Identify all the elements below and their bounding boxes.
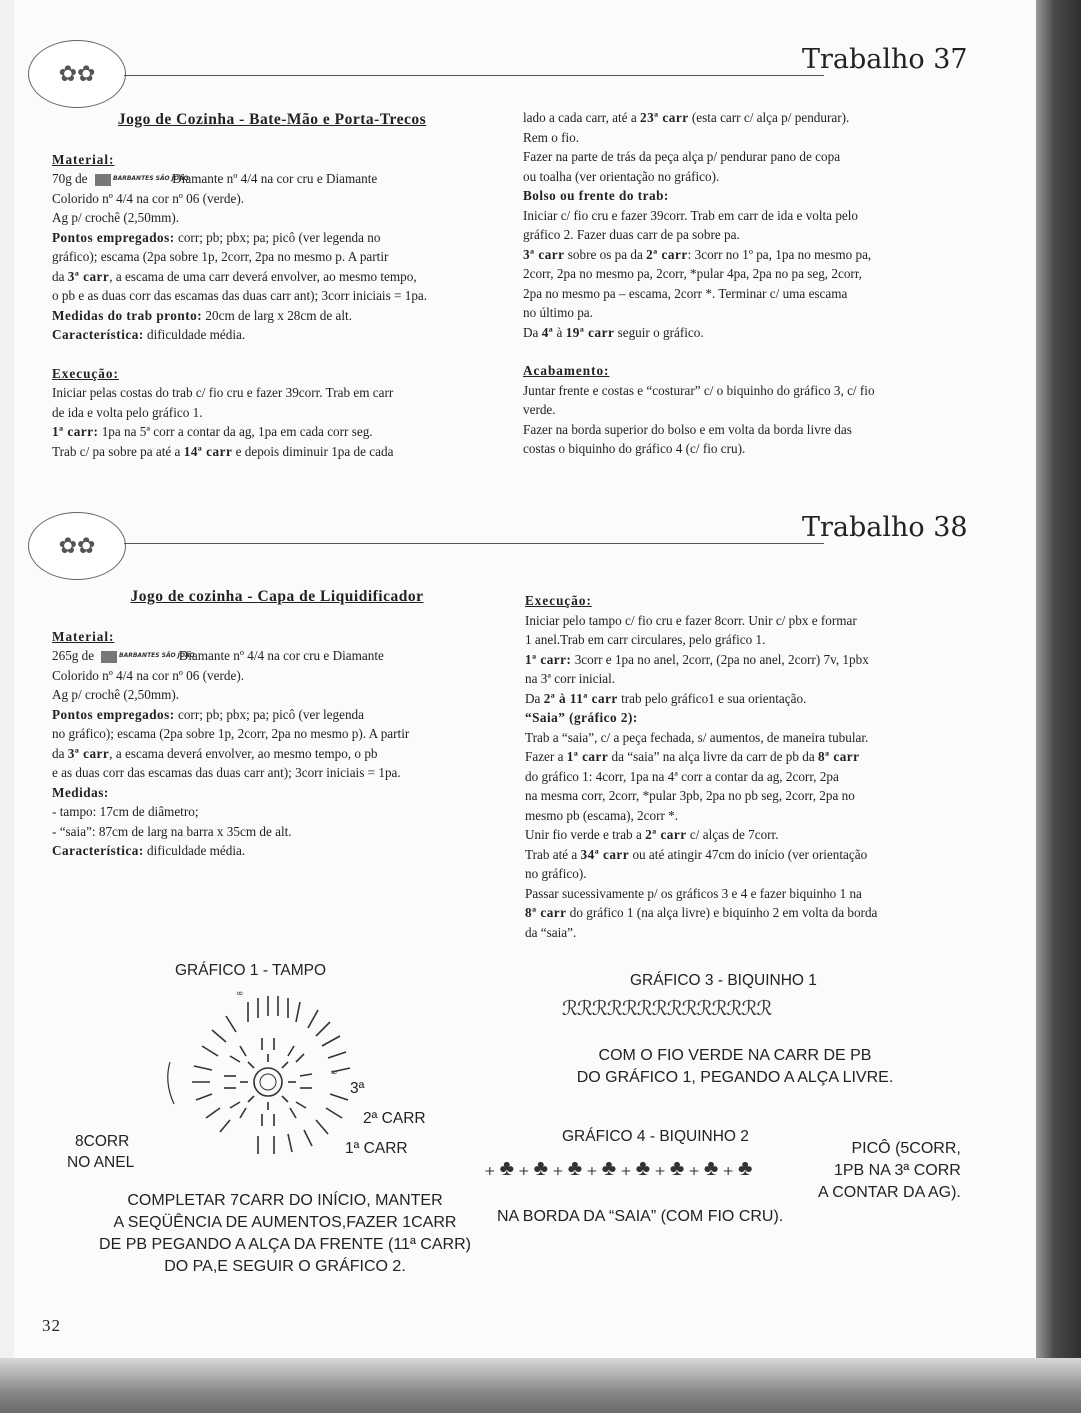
text: 1PB NA 3ª CORR (833, 1162, 961, 1179)
work38-e-line4: na 3ª corr inicial. (525, 671, 616, 686)
work38-material-line1 (52, 646, 502, 666)
work38-material-line2: Colorido nº 4/4 na cor nº 06 (verde). (52, 667, 245, 683)
work37-bolso-label: Bolso ou frente do trab: (523, 188, 669, 203)
text: 8ª carr (525, 905, 567, 920)
text: Diamante nº 4/4 na cor cru e Diamante (172, 171, 378, 186)
picot-icon: ₊♣₊♣₊♣₊♣₊♣₊♣₊♣₊♣ (484, 1155, 757, 1180)
work38-e-line15: Passar sucessivamente p/ os gráficos 3 e 4 e fazer biquinho 1 na (525, 885, 862, 901)
text: à (553, 324, 566, 340)
graph1-label-3a: 3ª (350, 1080, 365, 1097)
graph3-title: GRÁFICO 3 - BIQUINHO 1 (630, 972, 817, 989)
page-number: 32 (42, 1316, 61, 1335)
work38-e-line12 (525, 825, 985, 845)
picot-icon: ℛℛℛℛℛℛℛℛℛℛℛℛℛℛ (562, 998, 772, 1020)
work38-pontos-line3 (52, 744, 502, 764)
text: Diamante nº 4/4 na cor cru e Diamante (178, 648, 384, 663)
text: 70g de (52, 171, 88, 186)
svg-text:BARBANTES SÃO JOÃO: BARBANTES SÃO JOÃO (119, 651, 195, 659)
work38-pontos-line2: no gráfico); escama (2pa sobre 1p, 2corr, 2pa no mesmo p). A partir (52, 726, 410, 741)
work38-medidas-line2: - “saia”: 87cm de larg na barra x 35cm de alt. (52, 823, 292, 839)
work37-exec-line4 (52, 442, 492, 462)
svg-text:BARBANTES SÃO JOÃO: BARBANTES SÃO JOÃO (112, 174, 189, 182)
text: lado a cada carr, até a (523, 110, 640, 125)
graph1-title: GRÁFICO 1 - TAMPO (175, 962, 326, 979)
text: corr; pb; pbx; pa; picô (ver legenda (174, 706, 365, 722)
work37-r-line2: Rem o fio. (523, 129, 580, 145)
header-rule-37 (124, 75, 824, 76)
work37-exec-line2: de ida e volta pelo gráfico 1. (52, 404, 203, 420)
text: Trab c/ pa sobre pa até a (52, 443, 184, 459)
text: 1ª carr: (525, 651, 572, 667)
text: NO ANEL (67, 1154, 135, 1171)
work37-r-line10: 2pa no mesmo pa – escama, 2corr *. Terminar c/ uma escama (523, 285, 848, 301)
scan-right-edge (1036, 0, 1081, 1413)
work37-r-line11: no último pa. (523, 305, 593, 320)
text: 1ª carr: (52, 424, 99, 439)
work38-pontos-line4: e as duas corr das escamas das duas carr ant); 3corr iniciais = 1pa. (52, 765, 401, 780)
text: da “saia” na alça livre da carr de pb da (608, 749, 819, 764)
work38-material-head: Material: (52, 628, 115, 644)
text: , a escama de uma carr deverá envolver, ao mesmo tempo, (109, 268, 417, 284)
label: Pontos empregados: (52, 229, 175, 245)
graph4-title: GRÁFICO 4 - BIQUINHO 2 (562, 1128, 749, 1145)
work37-exec-line3 (52, 422, 492, 442)
page-left-margin (0, 0, 14, 1360)
text: corr; pb; pbx; pa; picô (ver legenda no (174, 229, 381, 245)
barbantes-logo-icon (95, 173, 189, 187)
chain-mark: ∞ (236, 989, 244, 999)
work37-material-line2: Colorido nº 4/4 na cor nº 06 (verde). (52, 190, 245, 206)
text: c/ alças de 7corr. (686, 827, 779, 842)
work38-caracteristica (52, 841, 502, 861)
chain-mark: ∞ (330, 1068, 338, 1078)
work37-pontos-line2: gráfico); escama (2pa sobre 1p, 2corr, 2pa no mesmo p. A partir (52, 249, 389, 264)
text: 4ª (541, 324, 554, 340)
text: 2ª carr (646, 246, 688, 262)
work38-e-line5 (525, 689, 985, 709)
work37-r-line12 (523, 323, 983, 343)
text: 3ª carr (523, 246, 565, 262)
work37-acab-line1: Juntar frente e costas e “costurar” c/ o biquinho do gráfico 3, c/ fio (523, 382, 875, 398)
work38-e-line8 (525, 747, 985, 767)
text: 23ª carr (639, 110, 689, 125)
work37-material-line3: Ag p/ crochê (2,50mm). (52, 210, 180, 225)
text: da (52, 268, 68, 284)
work-title-37: Trabalho 37 (802, 44, 968, 75)
text: COM O FIO VERDE NA CARR DE PB (598, 1047, 872, 1064)
work37-acab-line3: Fazer na borda superior do bolso e em volta da borda livre das (523, 421, 852, 437)
label: Medidas do trab pronto: (52, 307, 203, 323)
work37-left-column (52, 110, 492, 461)
work37-caracteristica (52, 325, 492, 345)
graph4-note: NA BORDA DA “SAIA” (COM FIO CRU). (497, 1208, 784, 1225)
text: ou até atingir 47cm do início (ver orientação (629, 846, 868, 862)
work38-left-column (52, 587, 502, 861)
work38-e-line14: no gráfico). (525, 866, 587, 881)
work37-r-line3: Fazer na parte de trás da peça alça p/ pendurar pano de copa (523, 149, 841, 164)
work37-pontos-line1 (52, 228, 492, 248)
work38-e-line2: 1 anel.Trab em carr circulares, pelo gráfico 1. (525, 632, 766, 647)
text: 14ª carr (183, 443, 233, 459)
text: COMPLETAR 7CARR DO INÍCIO, MANTER (127, 1192, 443, 1209)
work37-material-line1 (52, 169, 492, 189)
work37-right-column (523, 108, 983, 459)
text: DE PB PEGANDO A ALÇA DA FRENTE (11ª CARR) (99, 1236, 471, 1253)
text: 8ª carr (818, 749, 860, 764)
text: da (52, 745, 68, 761)
work38-pontos-line1 (52, 705, 502, 725)
work37-r-line1 (523, 108, 983, 128)
text: Unir fio verde e trab a (525, 827, 646, 842)
label: Pontos empregados: (52, 706, 175, 722)
text: PICÔ (5CORR, (851, 1140, 961, 1157)
work37-r-line8 (523, 245, 983, 265)
graph1-note (50, 1190, 520, 1278)
text: (esta carr c/ alça p/ pendurar). (688, 110, 850, 125)
text: 20cm de larg x 28cm de alt. (202, 307, 353, 323)
graph3-biquinho-row (562, 996, 771, 1021)
graph4-biquinho-row (484, 1155, 756, 1181)
work38-heading: Jogo de cozinha - Capa de Liquidificador (130, 588, 424, 605)
work37-heading: Jogo de Cozinha - Bate-Mão e Porta-Trecos (117, 111, 427, 128)
scan-bottom-edge (0, 1358, 1081, 1413)
graph4-pico-note (818, 1138, 961, 1204)
text: dificuldade média. (143, 843, 246, 858)
work38-material-line3: Ag p/ crochê (2,50mm). (52, 687, 180, 702)
text: 2ª à 11ª carr (543, 690, 618, 706)
flower-badge-37 (28, 40, 126, 108)
text: trab pelo gráfico1 e sua orientação. (617, 690, 807, 706)
work37-pontos-line3 (52, 267, 492, 287)
text: 3corr e 1pa no anel, 2corr, (2pa no anel, 2corr) 7v, 1pbx (571, 651, 869, 667)
work37-r-line9: 2corr, 2pa no mesmo pa, 2corr, *pular 4pa, 2pa no pa seg, 2corr, (523, 266, 862, 281)
text: A CONTAR DA AG). (818, 1184, 961, 1201)
work37-acabamento-head: Acabamento: (523, 363, 610, 378)
work38-e-line11: mesmo pb (escama), 2corr *. (525, 807, 679, 823)
work37-acab-line4: costas o biquinho do gráfico 4 (c/ fio cru). (523, 441, 746, 456)
text: 3ª carr (67, 745, 110, 761)
work37-r-line7: gráfico 2. Fazer duas carr de pa sobre pa. (523, 227, 740, 242)
text: do gráfico 1 (na alça livre) e biquinho 2 em volta da borda (566, 905, 878, 920)
label: Característica: (52, 327, 144, 342)
text: sobre os pa da (564, 246, 647, 262)
graph1-label-1a: 1ª CARR (345, 1140, 408, 1157)
work38-e-line13 (525, 845, 985, 865)
work38-e-line17: da “saia”. (525, 924, 577, 940)
work38-e-line16 (525, 903, 985, 923)
text: dificuldade média. (143, 327, 246, 342)
text: 3ª carr (67, 268, 110, 284)
work37-execucao-head: Execução: (52, 365, 119, 381)
work-title-38: Trabalho 38 (802, 512, 968, 543)
text: DO PA,E SEGUIR O GRÁFICO 2. (164, 1258, 406, 1275)
work37-material-head: Material: (52, 151, 115, 167)
work38-e-line1: Iniciar pelo tampo c/ fio cru e fazer 8corr. Unir c/ pbx e formar (525, 612, 857, 628)
work37-r-line4: ou toalha (ver orientação no gráfico). (523, 168, 720, 184)
work38-right-column (525, 591, 985, 942)
text: 34ª carr (580, 846, 630, 862)
text: e depois diminuir 1pa de cada (232, 443, 394, 459)
work37-exec-line1: Iniciar pelas costas do trab c/ fio cru e fazer 39corr. Trab em carr (52, 385, 394, 400)
work38-e-line9: do gráfico 1: 4corr, 1pa na 4ª corr a contar da ag, 2corr, 2pa (525, 768, 839, 784)
work38-medidas-label: Medidas: (52, 784, 109, 800)
header-rule-38 (124, 543, 824, 544)
graph1-label-2a: 2ª CARR (363, 1110, 426, 1127)
graph3-note (540, 1045, 930, 1089)
flower-icon: ✿✿ (58, 533, 96, 558)
text: Da (523, 324, 542, 340)
text: 2ª carr (645, 827, 687, 842)
work38-e-line10: na mesma corr, 2corr, *pular 3pb, 2pa no pb seg, 2corr, 2pa no (525, 788, 855, 803)
text: 265g de (52, 648, 95, 663)
text: DO GRÁFICO 1, PEGANDO A ALÇA LIVRE. (576, 1069, 894, 1086)
work38-execucao-head: Execução: (525, 593, 592, 608)
work37-acab-line2: verde. (523, 402, 556, 417)
graph1-label-8corr (67, 1131, 135, 1173)
text: Fazer a (525, 749, 567, 764)
barbantes-logo-icon (101, 650, 195, 664)
work37-medidas (52, 306, 492, 326)
work38-e-line3 (525, 650, 985, 670)
text: 8CORR (75, 1133, 130, 1150)
text: Da (525, 690, 544, 706)
flower-icon: ✿✿ (58, 61, 96, 86)
flower-badge-38 (28, 512, 126, 580)
text: : 3corr no 1º pa, 1pa no mesmo pa, (687, 246, 872, 262)
text: A SEQÜÊNCIA DE AUMENTOS,FAZER 1CARR (113, 1214, 457, 1231)
text: 1ª carr (566, 749, 609, 764)
text: 1pa na 5ª corr a contar da ag, 1pa em cada corr seg. (98, 424, 373, 439)
work38-e-line7: Trab a “saia”, c/ a peça fechada, s/ aumentos, de maneira tubular. (525, 729, 869, 745)
text: 19ª carr (565, 324, 615, 340)
work38-medidas-line1: - tampo: 17cm de diâmetro; (52, 804, 199, 819)
text: , a escama deverá envolver, ao mesmo tempo, o pb (109, 745, 378, 761)
text: Trab até a (525, 846, 581, 862)
work37-pontos-line4: o pb e as duas corr das escamas das duas carr ant); 3corr iniciais = 1pa. (52, 288, 428, 303)
label: Característica: (52, 843, 144, 858)
text: seguir o gráfico. (614, 324, 704, 340)
work37-r-line6: Iniciar c/ fio cru e fazer 39corr. Trab em carr de ida e volta pelo (523, 207, 859, 223)
work38-saia-label: “Saia” (gráfico 2): (525, 710, 638, 725)
